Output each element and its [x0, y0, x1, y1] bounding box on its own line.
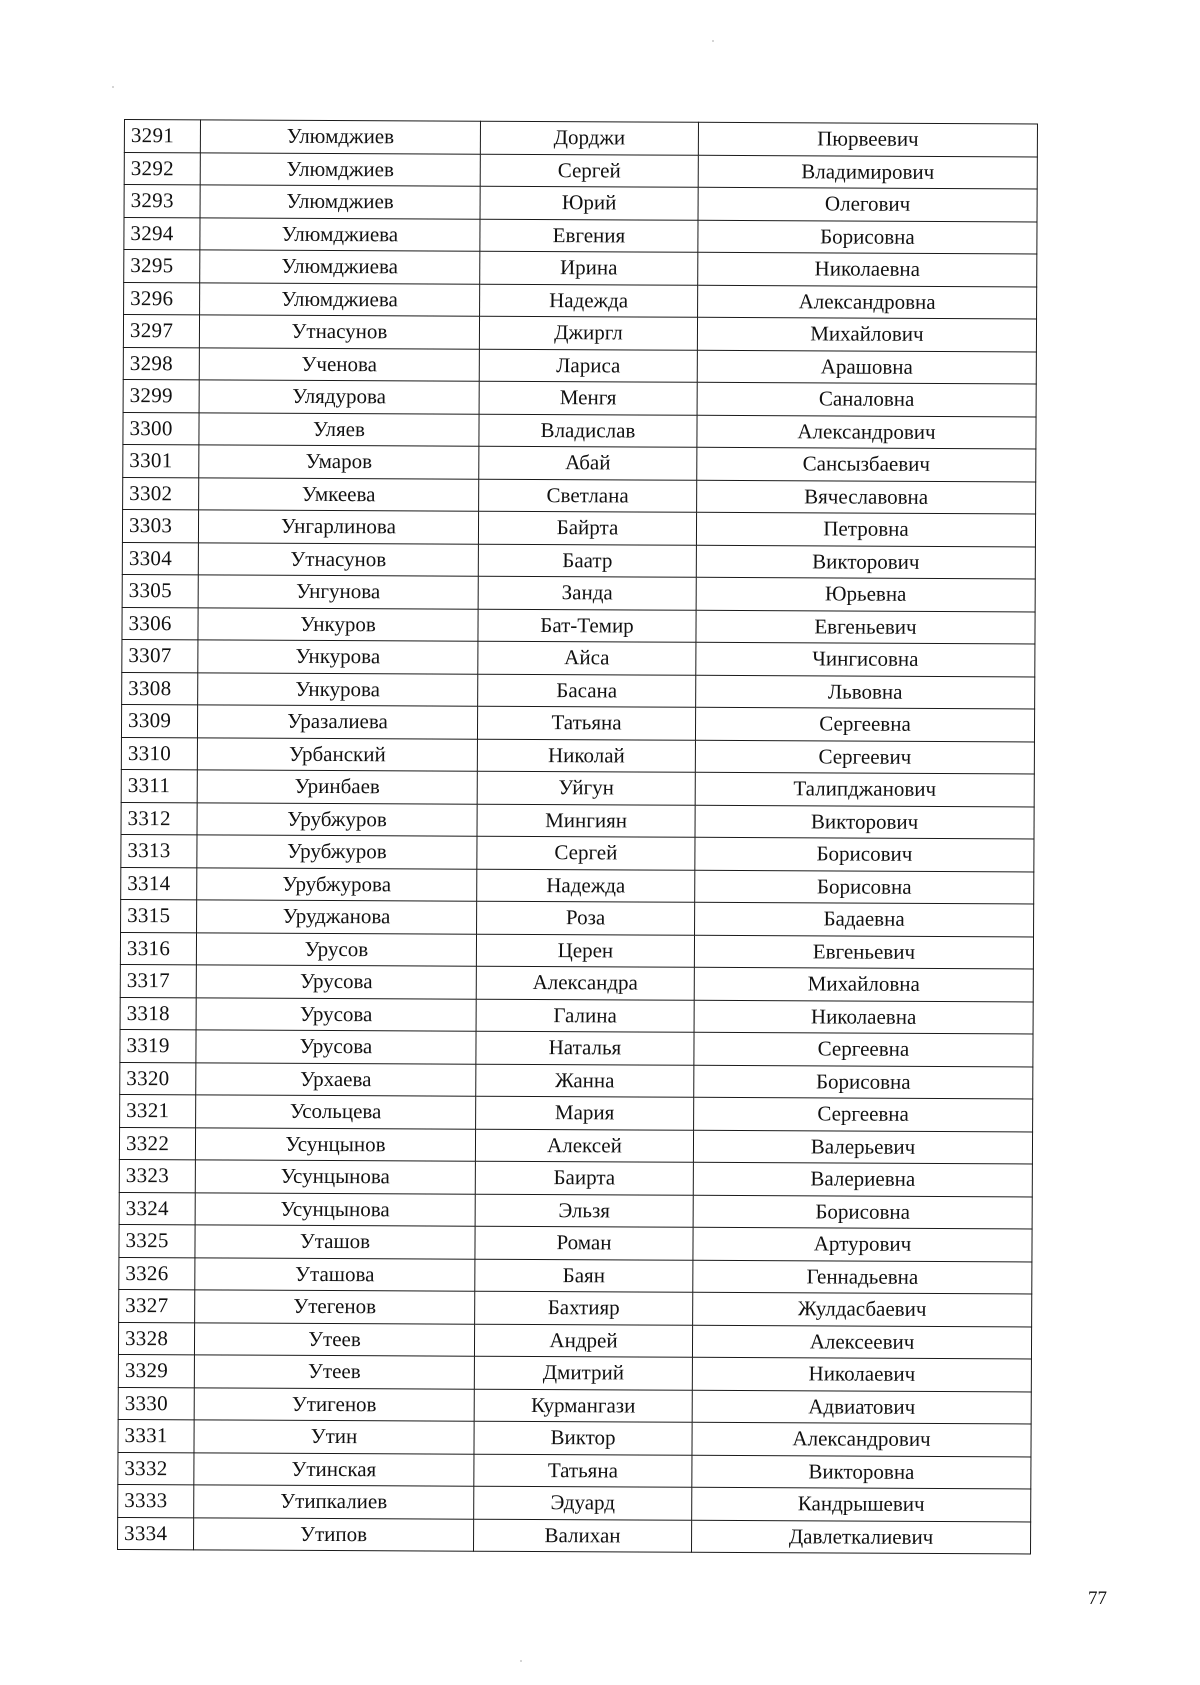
- table-row: [118, 1452, 1031, 1489]
- row-number-cell: 3326: [119, 1257, 195, 1290]
- given-name-cell: Алексей: [475, 1129, 693, 1163]
- table-row: [118, 1517, 1031, 1554]
- surname-cell: Улядурова: [199, 380, 479, 414]
- given-name-cell: Жанна: [476, 1064, 694, 1098]
- surname-cell: Урубжурова: [197, 867, 477, 901]
- row-number-cell: 3322: [119, 1127, 195, 1160]
- patronymic-cell: Адвиатович: [692, 1390, 1031, 1424]
- given-name-cell: Занда: [478, 576, 696, 610]
- given-name-cell: Курмангази: [474, 1389, 692, 1423]
- row-number-cell: 3332: [118, 1452, 194, 1485]
- row-number-cell: 3316: [120, 932, 196, 965]
- patronymic-cell: Пюрвеевич: [698, 122, 1037, 156]
- row-number-cell: 3334: [118, 1517, 194, 1550]
- table-row: [124, 185, 1037, 222]
- table-row: [120, 964, 1033, 1001]
- surname-cell: Улюмджиев: [200, 185, 480, 219]
- row-number-cell: 3319: [120, 1029, 196, 1062]
- row-number-cell: 3299: [123, 379, 199, 412]
- patronymic-cell: Борисович: [695, 837, 1034, 871]
- row-number-cell: 3295: [124, 250, 200, 283]
- surname-cell: Утегенов: [195, 1290, 475, 1324]
- table-row: [119, 1224, 1032, 1261]
- patronymic-cell: Талипджанович: [695, 772, 1034, 806]
- patronymic-cell: Давлеткалиевич: [692, 1520, 1031, 1554]
- surname-cell: Утипов: [194, 1517, 474, 1551]
- given-name-cell: Абай: [479, 446, 697, 480]
- table-row: [118, 1322, 1031, 1359]
- table-row: [121, 769, 1034, 806]
- patronymic-cell: Викторович: [695, 805, 1034, 839]
- surname-cell: Утинская: [194, 1452, 474, 1486]
- table-row: [121, 867, 1034, 904]
- row-number-cell: 3327: [119, 1289, 195, 1322]
- patronymic-cell: Бадаевна: [695, 902, 1034, 936]
- table-row: [119, 1192, 1032, 1229]
- patronymic-cell: Николаевна: [698, 252, 1037, 286]
- scan-speck: [712, 40, 714, 42]
- table-row: [123, 444, 1036, 481]
- given-name-cell: Сергей: [477, 836, 695, 870]
- row-number-cell: 3298: [123, 347, 199, 380]
- row-number-cell: 3331: [118, 1419, 194, 1452]
- scan-speck: [520, 1660, 522, 1662]
- patronymic-cell: Александровна: [698, 285, 1037, 319]
- patronymic-cell: Сергеевна: [694, 1097, 1033, 1131]
- row-number-cell: 3305: [122, 574, 198, 607]
- patronymic-cell: Викторович: [696, 545, 1035, 579]
- surname-cell: Улюмджиева: [200, 217, 480, 251]
- table-row: [122, 639, 1035, 676]
- patronymic-cell: Евгеньевич: [694, 935, 1033, 969]
- surname-cell: Уташова: [195, 1257, 475, 1291]
- page-number: 77: [1088, 1588, 1107, 1609]
- patronymic-cell: Борисовна: [694, 1065, 1033, 1099]
- row-number-cell: 3292: [124, 152, 200, 185]
- row-number-cell: 3307: [122, 639, 198, 672]
- patronymic-cell: Олегович: [698, 187, 1037, 221]
- given-name-cell: Дмитрий: [474, 1356, 692, 1390]
- row-number-cell: 3303: [122, 509, 198, 542]
- surname-cell: Утеев: [194, 1322, 474, 1356]
- patronymic-cell: Владимирович: [698, 155, 1037, 189]
- given-name-cell: Айса: [478, 641, 696, 675]
- patronymic-cell: Геннадьевна: [693, 1260, 1032, 1294]
- surname-cell: Утипкалиев: [194, 1485, 474, 1519]
- given-name-cell: Надежда: [480, 284, 698, 318]
- surname-cell: Уляев: [199, 412, 479, 446]
- table-row: [118, 1354, 1031, 1391]
- given-name-cell: Галина: [476, 999, 694, 1033]
- surname-cell: Унгарлинова: [198, 510, 478, 544]
- given-name-cell: Ирина: [480, 251, 698, 285]
- patronymic-cell: Александрович: [692, 1422, 1031, 1456]
- surname-cell: Урусова: [196, 1030, 476, 1064]
- row-number-cell: 3308: [122, 672, 198, 705]
- row-number-cell: 3310: [121, 737, 197, 770]
- surname-cell: Уташов: [195, 1225, 475, 1259]
- given-name-cell: Татьяна: [474, 1454, 692, 1488]
- patronymic-cell: Сергеевна: [695, 707, 1034, 741]
- table-row: [124, 250, 1037, 287]
- patronymic-cell: Борисовна: [693, 1195, 1032, 1229]
- row-number-cell: 3325: [119, 1224, 195, 1257]
- surname-cell: Утин: [194, 1420, 474, 1454]
- surname-cell: Унгунова: [198, 575, 478, 609]
- given-name-cell: Николай: [477, 739, 695, 773]
- surname-cell: Уринбаев: [197, 770, 477, 804]
- given-name-cell: Баян: [475, 1259, 693, 1293]
- row-number-cell: 3291: [124, 120, 200, 153]
- scan-speck: [112, 86, 114, 88]
- table-row: [122, 509, 1035, 546]
- table-row: [122, 574, 1035, 611]
- table-row: [121, 737, 1034, 774]
- row-number-cell: 3293: [124, 185, 200, 218]
- row-number-cell: 3312: [121, 802, 197, 835]
- patronymic-cell: Вячеславовна: [697, 480, 1036, 514]
- surname-cell: Ункурова: [198, 672, 478, 706]
- given-name-cell: Светлана: [479, 479, 697, 513]
- patronymic-cell: Валерьевич: [693, 1130, 1032, 1164]
- patronymic-cell: Борисовна: [695, 870, 1034, 904]
- patronymic-cell: Артурович: [693, 1227, 1032, 1261]
- surname-cell: Усунцынова: [195, 1192, 475, 1226]
- given-name-cell: Эльзя: [475, 1194, 693, 1228]
- patronymic-cell: Викторовна: [692, 1455, 1031, 1489]
- table-row: [119, 1127, 1032, 1164]
- surname-cell: Улюмджиев: [200, 152, 480, 186]
- patronymic-cell: Николаевич: [692, 1357, 1031, 1391]
- patronymic-cell: Львовна: [696, 675, 1035, 709]
- surname-cell: Уразалиева: [197, 705, 477, 739]
- table-row: [121, 802, 1034, 839]
- table-row: [120, 997, 1033, 1034]
- table-row: [124, 120, 1037, 157]
- table-row: [119, 1257, 1032, 1294]
- surname-cell: Улюмджиева: [200, 282, 480, 316]
- table-row: [118, 1387, 1031, 1424]
- table-row: [123, 412, 1036, 449]
- surname-cell: Усольцева: [196, 1095, 476, 1129]
- row-number-cell: 3320: [120, 1062, 196, 1095]
- surname-cell: Ученова: [199, 347, 479, 381]
- given-name-cell: Роман: [475, 1226, 693, 1260]
- given-name-cell: Лариса: [479, 349, 697, 383]
- row-number-cell: 3321: [120, 1094, 196, 1127]
- row-number-cell: 3304: [122, 542, 198, 575]
- patronymic-cell: Арашовна: [697, 350, 1036, 384]
- surname-cell: Улюмджиев: [200, 120, 480, 154]
- table-row: [122, 607, 1035, 644]
- given-name-cell: Джиргл: [479, 316, 697, 350]
- given-name-cell: Андрей: [474, 1324, 692, 1358]
- row-number-cell: 3323: [119, 1159, 195, 1192]
- patronymic-cell: Кандрышевич: [692, 1487, 1031, 1521]
- surname-cell: Усунцынова: [195, 1160, 475, 1194]
- surname-cell: Утнасунов: [198, 542, 478, 576]
- surname-cell: Уруджанова: [197, 900, 477, 934]
- roster-table-body: [118, 120, 1038, 1554]
- row-number-cell: 3314: [121, 867, 197, 900]
- table-row: [123, 477, 1036, 514]
- row-number-cell: 3324: [119, 1192, 195, 1225]
- patronymic-cell: Сансызбаевич: [697, 447, 1036, 481]
- table-row: [122, 542, 1035, 579]
- surname-cell: Утнасунов: [199, 315, 479, 349]
- table-row: [121, 704, 1034, 741]
- row-number-cell: 3296: [124, 282, 200, 315]
- given-name-cell: Валихан: [474, 1519, 692, 1553]
- given-name-cell: Уйгун: [477, 771, 695, 805]
- given-name-cell: Баатр: [478, 544, 696, 578]
- patronymic-cell: Чингисовна: [696, 642, 1035, 676]
- surname-cell: Урусов: [196, 932, 476, 966]
- given-name-cell: Мингиян: [477, 804, 695, 838]
- roster-table: [117, 119, 1038, 1554]
- row-number-cell: 3329: [118, 1354, 194, 1387]
- given-name-cell: Татьяна: [477, 706, 695, 740]
- surname-cell: Усунцынов: [195, 1127, 475, 1161]
- given-name-cell: Владислав: [479, 414, 697, 448]
- surname-cell: Урхаева: [196, 1062, 476, 1096]
- surname-cell: Урубжуров: [197, 835, 477, 869]
- row-number-cell: 3317: [120, 964, 196, 997]
- given-name-cell: Бат-Темир: [478, 609, 696, 643]
- patronymic-cell: Саналовна: [697, 382, 1036, 416]
- table-row: [118, 1484, 1031, 1521]
- row-number-cell: 3328: [118, 1322, 194, 1355]
- table-row: [120, 1062, 1033, 1099]
- surname-cell: Урубжуров: [197, 802, 477, 836]
- given-name-cell: Байрта: [478, 511, 696, 545]
- table-row: [122, 672, 1035, 709]
- row-number-cell: 3301: [123, 444, 199, 477]
- table-row: [123, 379, 1036, 416]
- table-row: [119, 1289, 1032, 1326]
- table-row: [123, 347, 1036, 384]
- surname-cell: Ункуров: [198, 607, 478, 641]
- surname-cell: Урусова: [196, 965, 476, 999]
- given-name-cell: Сергей: [480, 154, 698, 188]
- given-name-cell: Надежда: [477, 869, 695, 903]
- given-name-cell: Менгя: [479, 381, 697, 415]
- table-row: [120, 1029, 1033, 1066]
- surname-cell: Утеев: [194, 1355, 474, 1389]
- surname-cell: Умаров: [199, 445, 479, 479]
- patronymic-cell: Николаевна: [694, 1000, 1033, 1034]
- row-number-cell: 3315: [121, 899, 197, 932]
- surname-cell: Урбанский: [197, 737, 477, 771]
- patronymic-cell: Сергеевна: [694, 1032, 1033, 1066]
- given-name-cell: Баирта: [475, 1161, 693, 1195]
- table-row: [118, 1419, 1031, 1456]
- given-name-cell: Басана: [478, 674, 696, 708]
- surname-cell: Урусова: [196, 997, 476, 1031]
- table-row: [119, 1159, 1032, 1196]
- patronymic-cell: Борисовна: [698, 220, 1037, 254]
- surname-cell: Утигенов: [194, 1387, 474, 1421]
- given-name-cell: Александра: [476, 966, 694, 1000]
- patronymic-cell: Михайлович: [697, 317, 1036, 351]
- table-row: [123, 315, 1036, 352]
- table-row: [124, 282, 1037, 319]
- surname-cell: Ункурова: [198, 640, 478, 674]
- given-name-cell: Евгения: [480, 219, 698, 253]
- table-row: [124, 152, 1037, 189]
- given-name-cell: Виктор: [474, 1421, 692, 1455]
- patronymic-cell: Жулдасбаевич: [693, 1292, 1032, 1326]
- patronymic-cell: Юрьевна: [696, 577, 1035, 611]
- given-name-cell: Церен: [476, 934, 694, 968]
- surname-cell: Улюмджиева: [200, 250, 480, 284]
- row-number-cell: 3297: [123, 315, 199, 348]
- surname-cell: Умкеева: [199, 477, 479, 511]
- table-row: [124, 217, 1037, 254]
- given-name-cell: Наталья: [476, 1031, 694, 1065]
- row-number-cell: 3309: [121, 704, 197, 737]
- patronymic-cell: Александрович: [697, 415, 1036, 449]
- given-name-cell: Эдуард: [474, 1486, 692, 1520]
- patronymic-cell: Петровна: [696, 512, 1035, 546]
- row-number-cell: 3330: [118, 1387, 194, 1420]
- patronymic-cell: Алексеевич: [692, 1325, 1031, 1359]
- row-number-cell: 3300: [123, 412, 199, 445]
- given-name-cell: Дорджи: [480, 121, 698, 155]
- given-name-cell: Юрий: [480, 186, 698, 220]
- row-number-cell: 3294: [124, 217, 200, 250]
- patronymic-cell: Сергеевич: [695, 740, 1034, 774]
- row-number-cell: 3333: [118, 1484, 194, 1517]
- patronymic-cell: Михайловна: [694, 967, 1033, 1001]
- row-number-cell: 3306: [122, 607, 198, 640]
- row-number-cell: 3311: [121, 769, 197, 802]
- given-name-cell: Мария: [476, 1096, 694, 1130]
- row-number-cell: 3302: [123, 477, 199, 510]
- given-name-cell: Роза: [477, 901, 695, 935]
- table-row: [120, 1094, 1033, 1131]
- patronymic-cell: Валериевна: [693, 1162, 1032, 1196]
- row-number-cell: 3313: [121, 834, 197, 867]
- patronymic-cell: Евгеньевич: [696, 610, 1035, 644]
- given-name-cell: Бахтияр: [475, 1291, 693, 1325]
- table-row: [120, 932, 1033, 969]
- row-number-cell: 3318: [120, 997, 196, 1030]
- table-row: [121, 899, 1034, 936]
- table-row: [121, 834, 1034, 871]
